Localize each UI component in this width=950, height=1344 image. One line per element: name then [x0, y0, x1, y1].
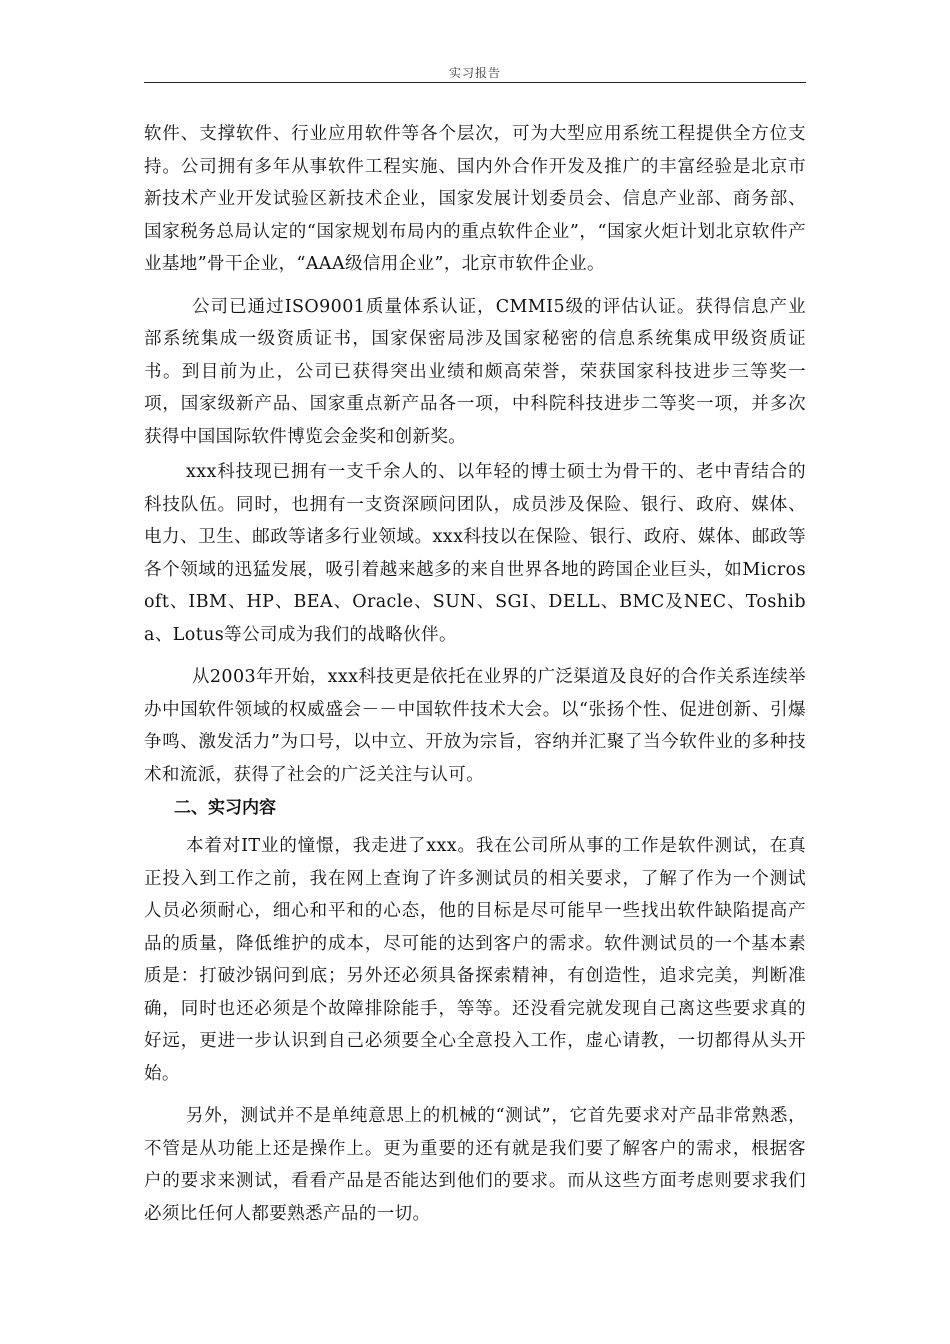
section-heading: 二、实习内容: [174, 798, 276, 818]
paragraph-testing-requirements: 另外，测试并不是单纯意思上的机械的“测试”，它首先要求对产品非常熟悉，不管是从功能上还是操作上。更为重要的还有就是我们要了解客户的需求，根据客户的要求来测试，看看产品是否能达到他们的要求。而从这些方面考虑则要求我们必须比任何人都要熟悉产品的一切。: [144, 1106, 806, 1224]
page-header: 实习报告: [448, 66, 501, 80]
paragraph-team: xxx科技现已拥有一支千余人的、以年轻的博士硕士为骨干的、老中青结合的科技队伍。同时，也拥有一支资深顾问团队，成员涉及保险、银行、政府、媒体、电力、卫生、邮政等诸多行业领域。xxx科技以在保险、银行、政府、媒体、邮政等各个领域的迅猛发展，吸引着越来越多的来自世界各地的跨国企业巨头，如Microsoft、IBM、HP、BEA、Oracle、SUN、SGI、DELL、BMC及NEC、Toshiba、Lotus等公司成为我们的战略伙伴。: [144, 462, 806, 645]
document-body: [144, 118, 806, 1230]
paragraph-conference: 从2003年开始，xxx科技更是依托在业界的广泛渠道及良好的合作关系连续举办中国软件领域的权威盛会－－中国软件技术大会。以“张扬个性、促进创新、引爆争鸣、激发活力”为口号，以中立、开放为宗旨，容纳并汇聚了当今软件业的多种技术和流派，获得了社会的广泛关注与认可。: [144, 667, 806, 785]
paragraph-certifications: 公司已通过ISO9001质量体系认证，CMMI5级的评估认证。获得信息产业部系统集成一级资质证书，国家保密局涉及国家秘密的信息系统集成甲级资质证书。到目前为止，公司已获得突出业绩和颇高荣誉，荣获国家科技进步三等奖一项，国家级新产品、国家重点新产品各一项，中科院科技进步二等奖一项，并多次获得中国国际软件博览会金奖和创新奖。: [144, 296, 806, 447]
paragraph-company-scope: 软件、支撑软件、行业应用软件等各个层次，可为大型应用系统工程提供全方位支持。公司拥有多年从事软件工程实施、国内外合作开发及推广的丰富经验是北京市新技术产业开发试验区新技术企业，国家发展计划委员会、信息产业部、商务部、国家税务总局认定的“国家规划布局内的重点软件企业”，“国家火炬计划北京软件产业基地”骨干企业，“AAA级信用企业”，北京市软件企业。: [144, 124, 806, 274]
header-divider: [144, 82, 806, 83]
paragraph-internship-work: 本着对IT业的憧憬，我走进了xxx。我在公司所从事的工作是软件测试，在真正投入到工作之前，我在网上查询了许多测试员的相关要求，了解了作为一个测试人员必须耐心，细心和平和的心态，他的目标是尽可能早一些找出软件缺陷提高产品的质量，降低维护的成本，尽可能的达到客户的需求。软件测试员的一个基本素质是：打破沙锅问到底；另外还必须具备探索精神，有创造性，追求完美，判断准确，同时也还必须是个故障排除能手，等等。还没看完就发现自己离这些要求真的好远，更进一步认识到自己必须要全心全意投入工作，虚心请教，一切都得从头开始。: [144, 836, 806, 1084]
